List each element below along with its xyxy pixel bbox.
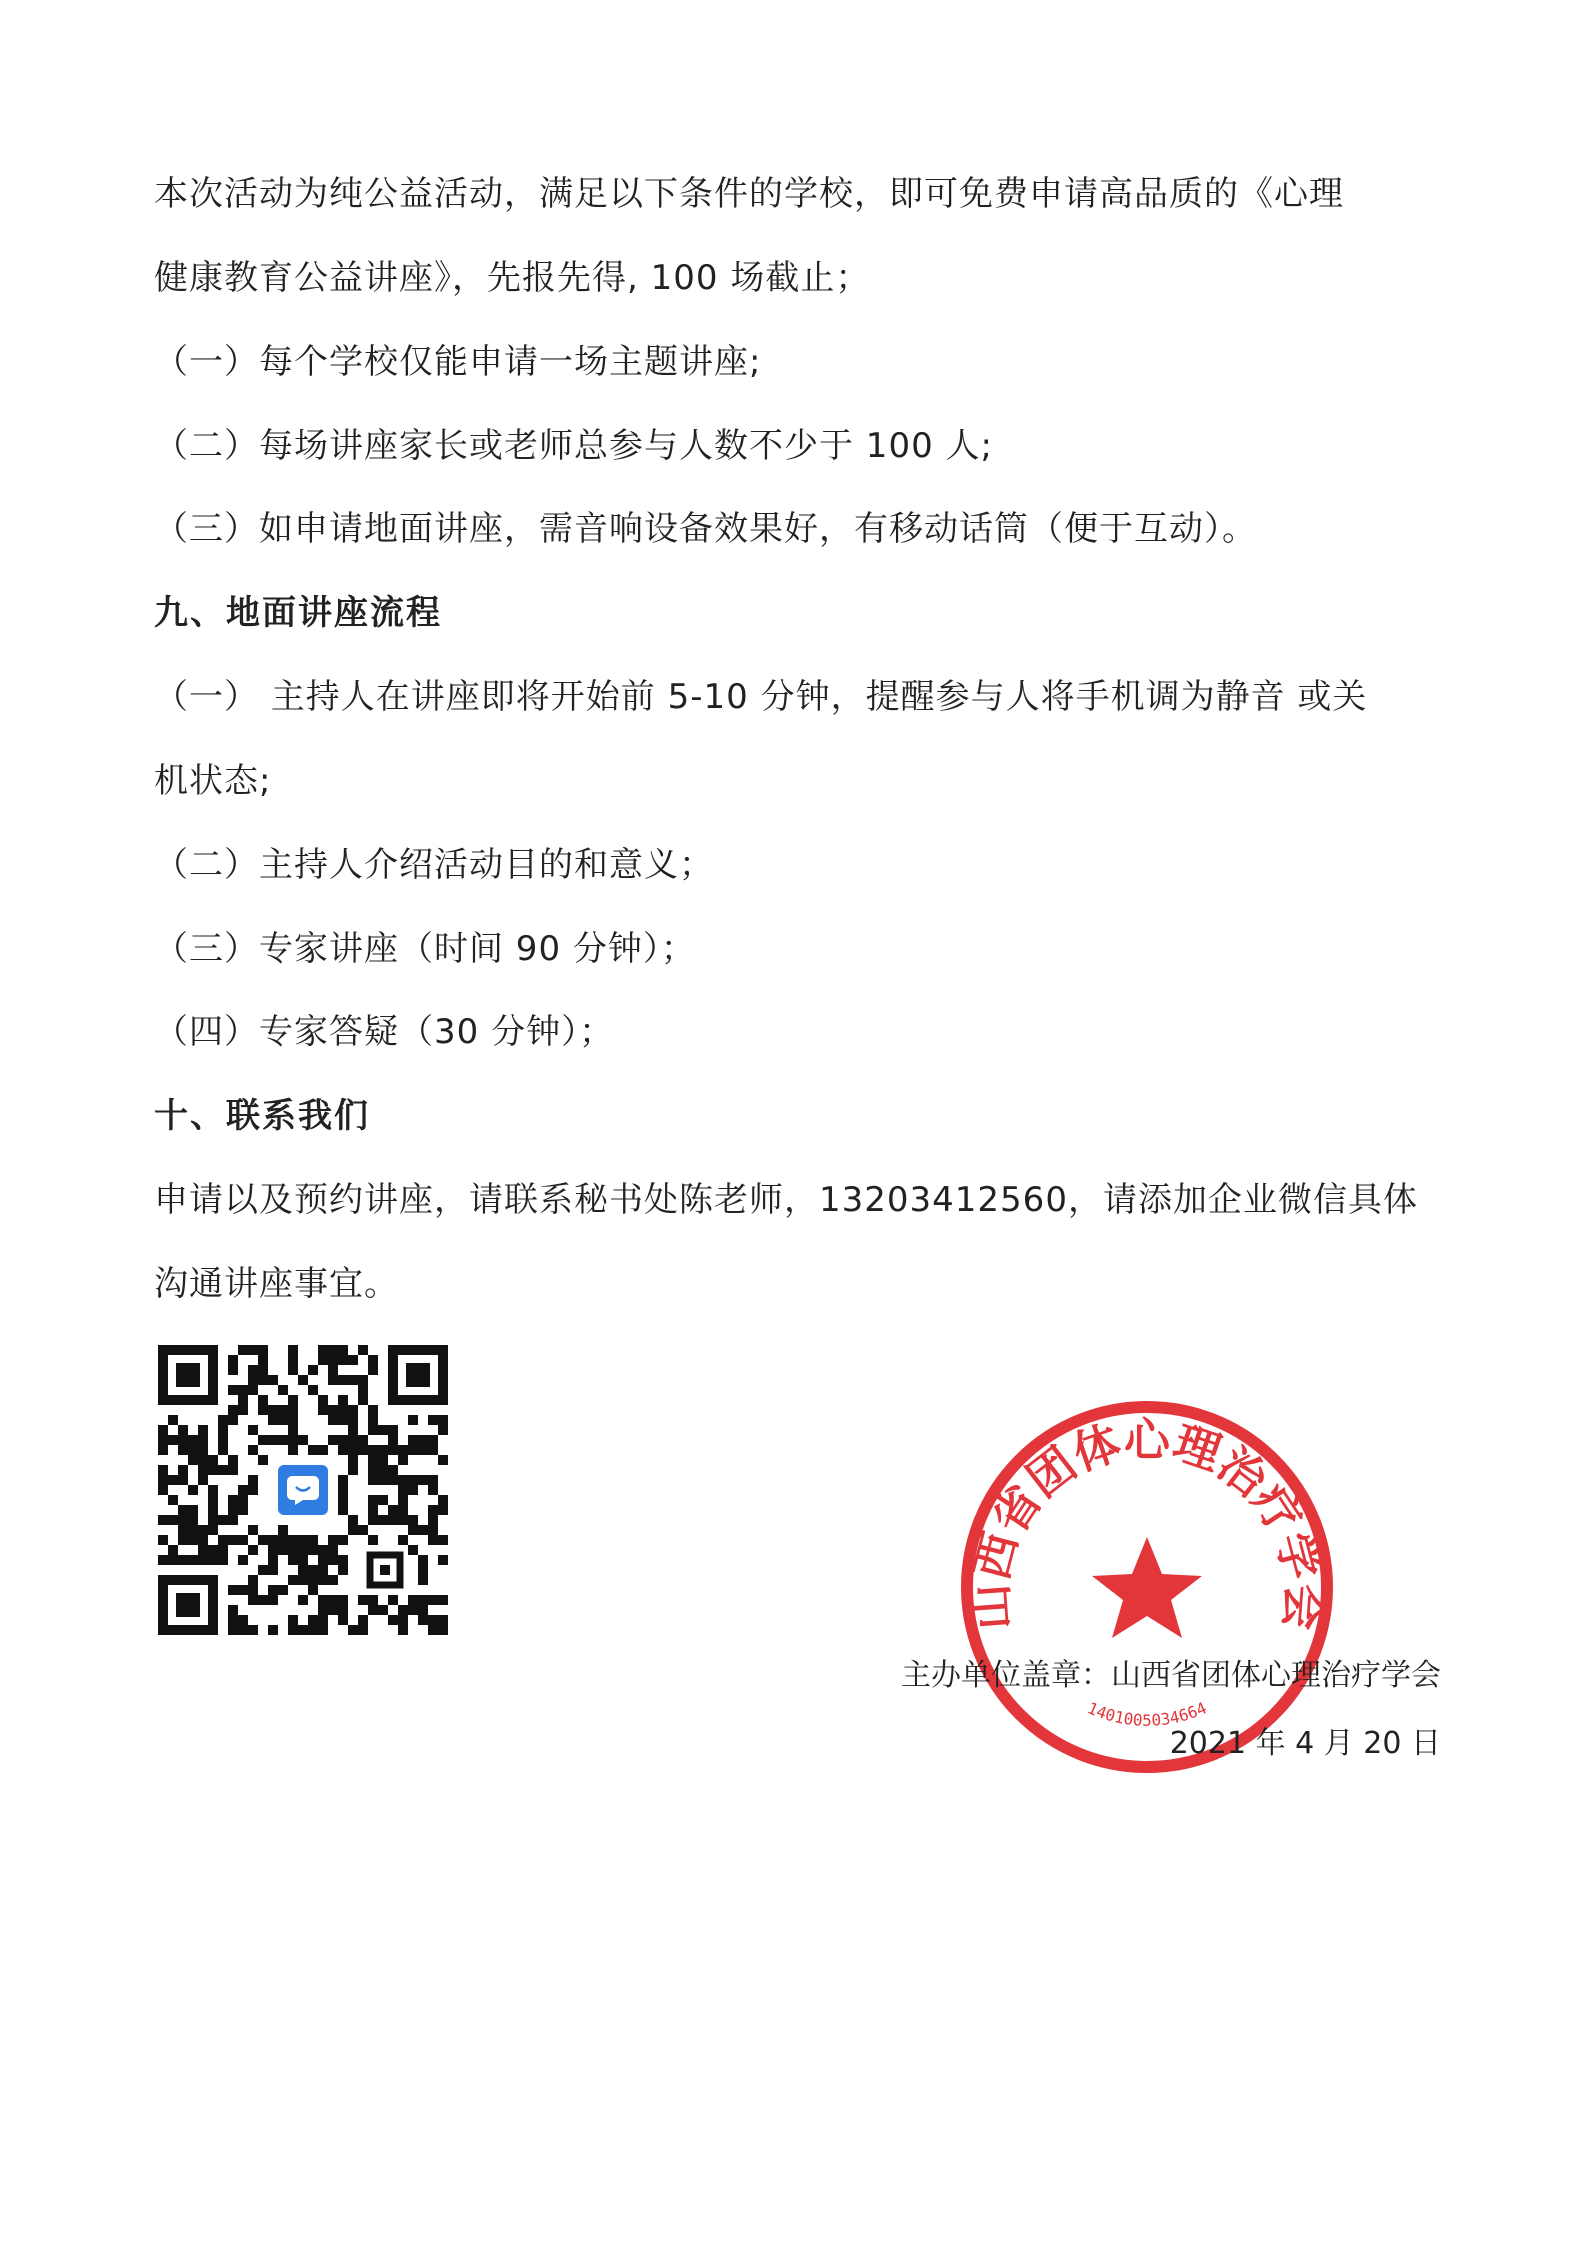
list-item: （一） 主持人在讲座即将开始前 5-10 分钟，提醒参与人将手机调为静音 或关 <box>154 677 1368 717</box>
list-item: （三）如申请地面讲座，需音响设备效果好，有移动话筒（便于互动）。 <box>154 509 1257 549</box>
list-item: （二）主持人介绍活动目的和意义； <box>154 845 714 885</box>
paragraph-line: 申请以及预约讲座，请联系秘书处陈老师，13203412560，请添加企业微信具体 <box>154 1180 1418 1220</box>
list-item: （一）每个学校仅能申请一场主题讲座; <box>154 342 762 382</box>
document-date: 2021 年 4 月 20 日 <box>1169 1726 1441 1761</box>
section-heading: 十、联系我们 <box>154 1096 370 1136</box>
paragraph-line: 沟通讲座事宜。 <box>154 1264 399 1304</box>
paragraph-line: 机状态; <box>154 761 272 801</box>
paragraph-line: 本次活动为纯公益活动，满足以下条件的学校，即可免费申请高品质的《心理 <box>154 174 1344 214</box>
seal-number: 1401005034664 <box>1084 1698 1210 1730</box>
list-item: （二）每场讲座家长或老师总参与人数不少于 100 人; <box>154 426 993 466</box>
section-heading: 九、地面讲座流程 <box>154 593 442 633</box>
seal-org-text: 山西省团体心理治疗学会 <box>962 1412 1332 1632</box>
seal-label: 主办单位盖章：山西省团体心理治疗学会 <box>901 1658 1441 1693</box>
list-item: （四）专家答疑（30 分钟）； <box>154 1012 615 1052</box>
qr-code[interactable] <box>158 1345 448 1635</box>
wechat-work-icon <box>273 1460 333 1520</box>
list-item: （三）专家讲座（时间 90 分钟）； <box>154 929 696 969</box>
paragraph-line: 健康教育公益讲座》，先报先得, 100 场截止； <box>154 258 871 298</box>
seal-star-icon <box>1092 1537 1202 1638</box>
